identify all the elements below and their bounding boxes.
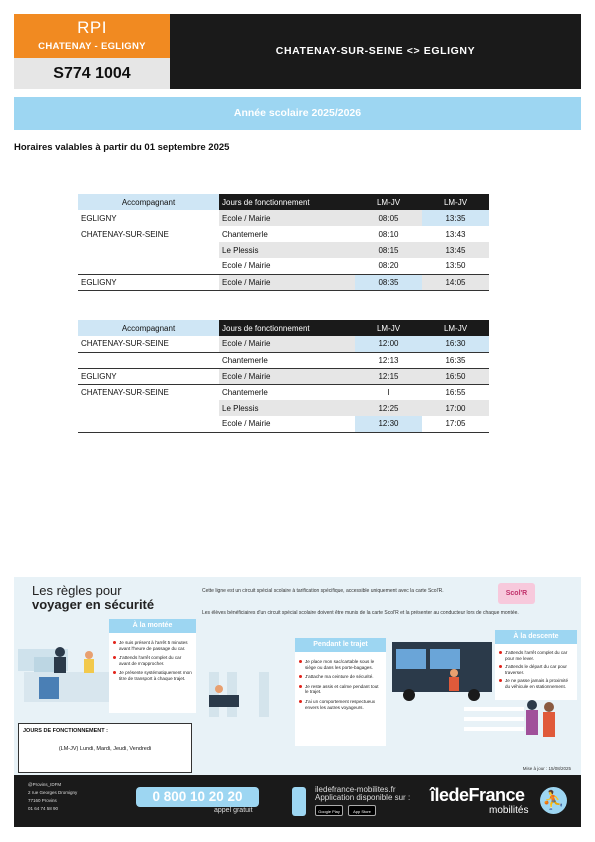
stop-cell: Chantemerle bbox=[222, 229, 268, 239]
update-date: Mise à jour : 15/08/2025 bbox=[522, 766, 571, 771]
stop-cell: Le Plessis bbox=[219, 400, 355, 416]
stop-cell: Chantemerle bbox=[219, 352, 355, 368]
header-period-1: LM-JV bbox=[355, 194, 422, 210]
time-cell: 17:00 bbox=[422, 400, 489, 416]
bus-wheel-icon bbox=[468, 689, 480, 701]
time-cell: 13:45 bbox=[422, 242, 489, 258]
footer-contact bbox=[28, 781, 77, 813]
table-row bbox=[78, 242, 489, 258]
crosswalk-icon bbox=[464, 707, 524, 711]
operating-days-value: (LM-JV) Lundi, Mardi, Jeudi, Vendredi bbox=[58, 746, 152, 752]
bus-seat-icon bbox=[209, 695, 239, 707]
smartphone-icon bbox=[292, 787, 306, 816]
rule-item: Je suis présent à l'arrêt 5 minutes avant l'heure de passage du car. bbox=[109, 639, 196, 651]
time-cell: 16:30 bbox=[422, 336, 489, 352]
operating-days-box bbox=[18, 723, 192, 773]
time-cell: 13:35 bbox=[422, 210, 489, 226]
stop-cell: Ecole / Mairie bbox=[219, 416, 355, 432]
rule-item: J'attends l'arrêt complet du car pour me lever. bbox=[495, 649, 577, 661]
time-cell: 08:05 bbox=[355, 210, 422, 226]
rule-item: Je place mon sac/cartable sous le siège ou dans les porte-bagages. bbox=[295, 658, 386, 670]
validity-date: Horaires valables à partir du 01 septembre 2025 bbox=[14, 142, 230, 153]
card-boarding bbox=[109, 619, 196, 713]
commune-cell bbox=[78, 416, 219, 432]
student-body-icon bbox=[449, 677, 459, 691]
table-row bbox=[78, 210, 489, 226]
stop-cell: Le Plessis bbox=[219, 242, 355, 258]
card-alighting bbox=[495, 630, 577, 700]
commune-cell: CHATENAY-SUR-SEINE bbox=[81, 229, 169, 239]
time-cell: 13:43 bbox=[445, 229, 466, 239]
app-available-label: Application disponible sur : bbox=[315, 793, 411, 802]
app-store-badge[interactable]: App Store bbox=[348, 805, 376, 816]
table-row bbox=[78, 368, 489, 384]
time-cell: 13:50 bbox=[422, 258, 489, 274]
rule-item: J'attends l'arrêt complet du car avant de m'approcher. bbox=[109, 654, 196, 666]
free-phone-number[interactable]: 0 800 10 20 20 bbox=[136, 787, 259, 807]
timetable-outbound bbox=[78, 194, 489, 291]
time-cell: 17:05 bbox=[422, 416, 489, 432]
time-cell: 16:35 bbox=[422, 352, 489, 368]
bus-window-icon bbox=[396, 649, 426, 669]
table-row bbox=[78, 384, 489, 400]
header-accompagnant: Accompagnant bbox=[78, 194, 219, 210]
stop-cell: Ecole / Mairie bbox=[219, 258, 355, 274]
time-cell: 12:25 bbox=[355, 400, 422, 416]
student-body-icon bbox=[84, 659, 94, 673]
student-figure-icon bbox=[85, 651, 93, 659]
header-days: Jours de fonctionnement bbox=[219, 194, 355, 210]
time-cell: 08:10 bbox=[378, 229, 399, 239]
rule-item: J'attache ma ceinture de sécurité. bbox=[295, 673, 386, 680]
bus-door-icon bbox=[39, 677, 59, 699]
header-period-1: LM-JV bbox=[355, 320, 422, 336]
rule-item: Je présente systématiquement mon titre de transport à chaque trajet. bbox=[109, 669, 196, 681]
card-alighting-title: À la descente bbox=[495, 630, 577, 644]
website-link[interactable]: iledefrance-mobilites.fr bbox=[315, 785, 396, 794]
poster-title-line2: voyager en sécurité bbox=[32, 597, 155, 612]
table-header bbox=[78, 194, 489, 210]
line-type-box bbox=[14, 14, 170, 58]
stop-cell: Ecole / Mairie bbox=[219, 210, 355, 226]
commune-cell: EGLIGNY bbox=[78, 274, 219, 290]
table-row bbox=[78, 400, 489, 416]
rule-item: Je ne passe jamais à proximité du véhicule en stationnement. bbox=[495, 677, 577, 689]
crosswalk-icon bbox=[464, 717, 524, 721]
commune-cell: EGLIGNY bbox=[78, 368, 219, 384]
safety-rules-poster bbox=[14, 577, 581, 775]
contact-phone: 01 64 74 58 90 bbox=[28, 806, 59, 811]
rule-item: J'attends le départ du car pour traverser. bbox=[495, 663, 577, 675]
idf-mobilites-logo-icon: ⛹ bbox=[540, 787, 567, 814]
driver-figure-icon bbox=[55, 647, 65, 657]
stop-cell: Chantemerle bbox=[222, 387, 268, 397]
stop-cell: Ecole / Mairie bbox=[219, 274, 355, 290]
table-row bbox=[78, 258, 489, 274]
card-boarding-title: À la montée bbox=[109, 619, 196, 633]
address-line-1: 2 rue Georges Dromigny bbox=[28, 790, 78, 795]
stop-cell: Ecole / Mairie bbox=[219, 368, 355, 384]
stop-cell: Ecole / Mairie bbox=[219, 336, 355, 352]
bus-window-icon bbox=[430, 649, 460, 669]
rule-item: Je reste assis et calme pendant tout le trajet. bbox=[295, 683, 386, 695]
commune-cell: EGLIGNY bbox=[81, 213, 117, 223]
header-days: Jours de fonctionnement bbox=[219, 320, 355, 336]
poster-title-line1: Les règles pour bbox=[32, 583, 122, 598]
time-cell: 16:50 bbox=[422, 368, 489, 384]
address-line-2: 77160 Provins bbox=[28, 798, 57, 803]
commune-cell bbox=[78, 242, 219, 258]
line-type: RPI bbox=[77, 18, 107, 37]
pedestrian-icon bbox=[527, 700, 537, 710]
idf-mobilites-logo-sub: mobilités bbox=[489, 805, 529, 816]
time-cell: 16:55 bbox=[445, 387, 466, 397]
operating-days-title: JOURS DE FONCTIONNEMENT : bbox=[23, 728, 108, 734]
google-play-badge[interactable]: Google Play bbox=[315, 805, 343, 816]
time-cell: 08:20 bbox=[355, 258, 422, 274]
student-figure-icon bbox=[450, 669, 458, 677]
school-year-banner: Année scolaire 2025/2026 bbox=[14, 97, 581, 130]
card-trip-title: Pendant le trajet bbox=[295, 638, 386, 652]
time-cell: 08:35 bbox=[355, 274, 422, 290]
free-call-label: appel gratuit bbox=[214, 807, 253, 814]
time-cell: 12:15 bbox=[355, 368, 422, 384]
time-cell: 14:05 bbox=[422, 274, 489, 290]
commune-cell bbox=[78, 400, 219, 416]
seated-student-icon bbox=[215, 685, 223, 693]
table-row bbox=[78, 274, 489, 290]
table-row bbox=[78, 416, 489, 432]
pedestrian-body-icon bbox=[543, 712, 555, 737]
footer-bar bbox=[14, 775, 581, 827]
pedestrian-body-icon bbox=[526, 710, 538, 735]
rule-item: J'ai un comportement respectueux envers les autres voyageurs. bbox=[295, 698, 386, 710]
time-cell: 12:13 bbox=[355, 352, 422, 368]
time-cell: 12:00 bbox=[355, 336, 422, 352]
table-row bbox=[78, 226, 489, 242]
idf-mobilites-logo: îledeFrance bbox=[430, 785, 525, 805]
table-row bbox=[78, 336, 489, 352]
commune-cell bbox=[78, 352, 219, 368]
window-icon bbox=[259, 672, 269, 717]
scolr-card-logo: Scol'R bbox=[498, 583, 535, 604]
table-row bbox=[78, 352, 489, 368]
header-period-2: LM-JV bbox=[422, 320, 489, 336]
window-icon bbox=[209, 672, 219, 717]
driver-body-icon bbox=[54, 657, 66, 673]
bus-wheel-icon bbox=[403, 689, 415, 701]
line-code: S774 1004 bbox=[14, 58, 170, 89]
pedestrian-icon bbox=[544, 702, 554, 712]
time-cell: 12:30 bbox=[355, 416, 422, 432]
header-period-2: LM-JV bbox=[422, 194, 489, 210]
poster-intro-2: Les élèves bénéficiaires d'un circuit spécial scolaire doivent être munis de la carte Scol'R et la présenter au conducteur lors de chaque montée. bbox=[202, 610, 519, 616]
commune-cell bbox=[78, 258, 219, 274]
line-short-name: CHATENAY - EGLIGNY bbox=[38, 41, 146, 52]
time-cell: I bbox=[387, 387, 390, 397]
timetable-return bbox=[78, 320, 489, 433]
window-icon bbox=[227, 672, 237, 717]
social-handle[interactable]: @Provins_IDFM bbox=[28, 782, 62, 787]
crosswalk-icon bbox=[464, 727, 524, 731]
time-cell: 08:15 bbox=[355, 242, 422, 258]
commune-cell: CHATENAY-SUR-SEINE bbox=[81, 387, 169, 397]
commune-cell: CHATENAY-SUR-SEINE bbox=[78, 336, 219, 352]
route-title: CHATENAY-SUR-SEINE <> EGLIGNY bbox=[170, 14, 581, 89]
poster-intro-1: Cette ligne est un circuit spécial scolaire à tarification spécifique, accessible uniquement avec la carte Scol'R. bbox=[202, 588, 444, 594]
header-accompagnant: Accompagnant bbox=[78, 320, 219, 336]
table-header bbox=[78, 320, 489, 336]
card-during-trip bbox=[295, 638, 386, 746]
